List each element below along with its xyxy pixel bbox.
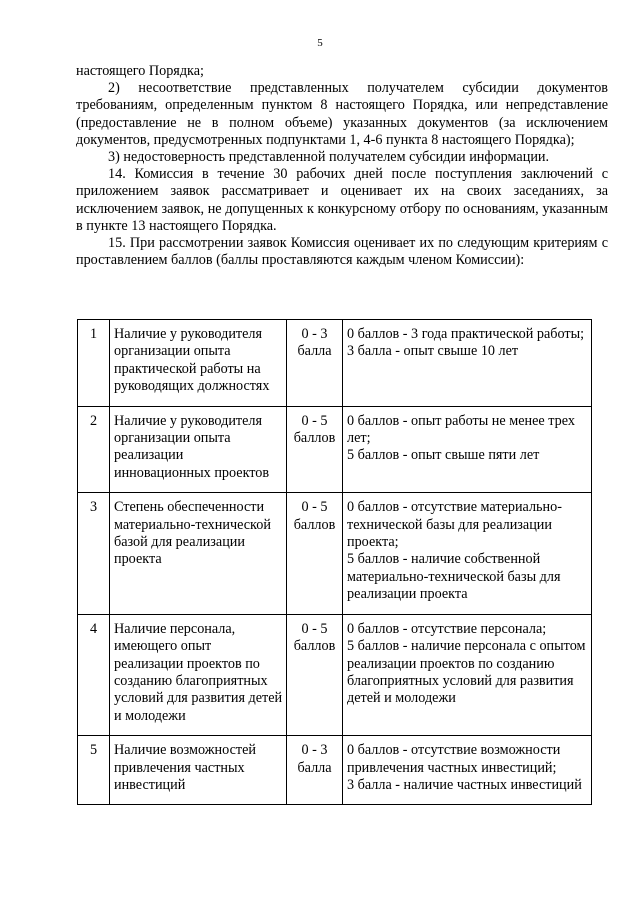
- row-number: 5: [78, 736, 110, 805]
- scoring-cell: [343, 493, 592, 614]
- scoring-line: 3 балла - опыт свыше 10 лет: [347, 343, 519, 360]
- score-cell: [287, 736, 343, 805]
- scoring-line: 0 баллов - отсутствие возможности привлечения частных инвестиций;: [347, 742, 561, 776]
- score-range: 0 - 5: [301, 412, 328, 429]
- score-cell: [287, 614, 343, 735]
- scoring-cell: [343, 614, 592, 735]
- scoring-line: 5 баллов - наличие персонала с опытом реализации проектов по созданию благоприятных условий для развития детей и молодежи: [347, 638, 586, 707]
- scoring-line: 3 балла - наличие частных инвестиций: [347, 776, 582, 793]
- row-number: 1: [78, 320, 110, 407]
- scoring-line: 5 баллов - наличие собственной материально-технической базы для реализации проекта: [347, 551, 561, 603]
- criterion-cell: Наличие у руководителя организации опыта реализации инновационных проектов: [110, 406, 287, 493]
- score-unit: балла: [297, 343, 332, 360]
- scoring-cell: [343, 406, 592, 493]
- page-number: 5: [317, 37, 323, 49]
- criterion-cell: Наличие возможностей привлечения частных инвестиций: [110, 736, 287, 805]
- score-unit: балла: [297, 759, 332, 776]
- scoring-line: 0 баллов - отсутствие материально-технической базы для реализации проекта;: [347, 499, 562, 551]
- score-unit: баллов: [293, 638, 336, 655]
- row-number: 3: [78, 493, 110, 614]
- score-unit: баллов: [293, 516, 336, 533]
- scoring-cell: [343, 736, 592, 805]
- score-range: 0 - 5: [301, 499, 328, 516]
- table-row: [78, 736, 592, 805]
- score-cell: [287, 493, 343, 614]
- score-unit: баллов: [293, 430, 336, 447]
- criteria-table: [77, 319, 592, 805]
- score-cell: [287, 320, 343, 407]
- scoring-line: 0 баллов - опыт работы не менее трех лет;: [347, 412, 575, 447]
- table-row: [78, 320, 592, 407]
- table-row: [78, 493, 592, 614]
- paragraph-14: 14. Комиссия в течение 30 рабочих дней после поступления заключений с приложением заявок рассматривает и оценивает их на своих заседаниях, за исключением заявок, не допущенных к конкурсному отбору по основаниям, указанным в пункте 13 настоящего Порядка.: [76, 166, 608, 234]
- criterion-cell: Наличие персонала, имеющего опыт реализации проектов по созданию благоприятных условий для развития детей и молодежи: [110, 614, 287, 735]
- row-number: 2: [78, 406, 110, 493]
- score-range: 0 - 3: [301, 326, 328, 342]
- scoring-line: 0 баллов - отсутствие персонала;: [347, 620, 547, 637]
- table-row: [78, 406, 592, 493]
- criterion-cell: Наличие у руководителя организации опыта практической работы на руководящих должностях: [110, 320, 287, 407]
- paragraph-15: 15. При рассмотрении заявок Комиссия оценивает их по следующим критериям с проставлением баллов (баллы проставляются каждым членом Комиссии):: [76, 235, 608, 269]
- paragraph-13-2: 2) несоответствие представленных получателем субсидии документов требованиям, определенным пунктом 8 настоящего Порядка, или непредставление (предоставление не в полном объеме) указанных документов (за исключением документов, предусмотренных подпунктами 1, 4-6 пункта 8 настоящего Порядка);: [76, 80, 608, 148]
- criterion-cell: Степень обеспеченности материально-технической базой для реализации проекта: [110, 493, 287, 614]
- score-range: 0 - 3: [301, 742, 328, 759]
- score-cell: [287, 406, 343, 493]
- row-number: 4: [78, 614, 110, 735]
- paragraph-13-3: 3) недостоверность представленной получателем субсидии информации.: [108, 149, 550, 166]
- scoring-cell: [343, 320, 592, 407]
- scoring-line: 0 баллов - 3 года практической работы;: [347, 326, 585, 342]
- score-range: 0 - 5: [301, 620, 328, 637]
- document-body: [76, 63, 608, 269]
- paragraph-13-1-continuation: настоящего Порядка;: [76, 63, 204, 79]
- scoring-line: 5 баллов - опыт свыше пяти лет: [347, 447, 540, 464]
- table-row: [78, 614, 592, 735]
